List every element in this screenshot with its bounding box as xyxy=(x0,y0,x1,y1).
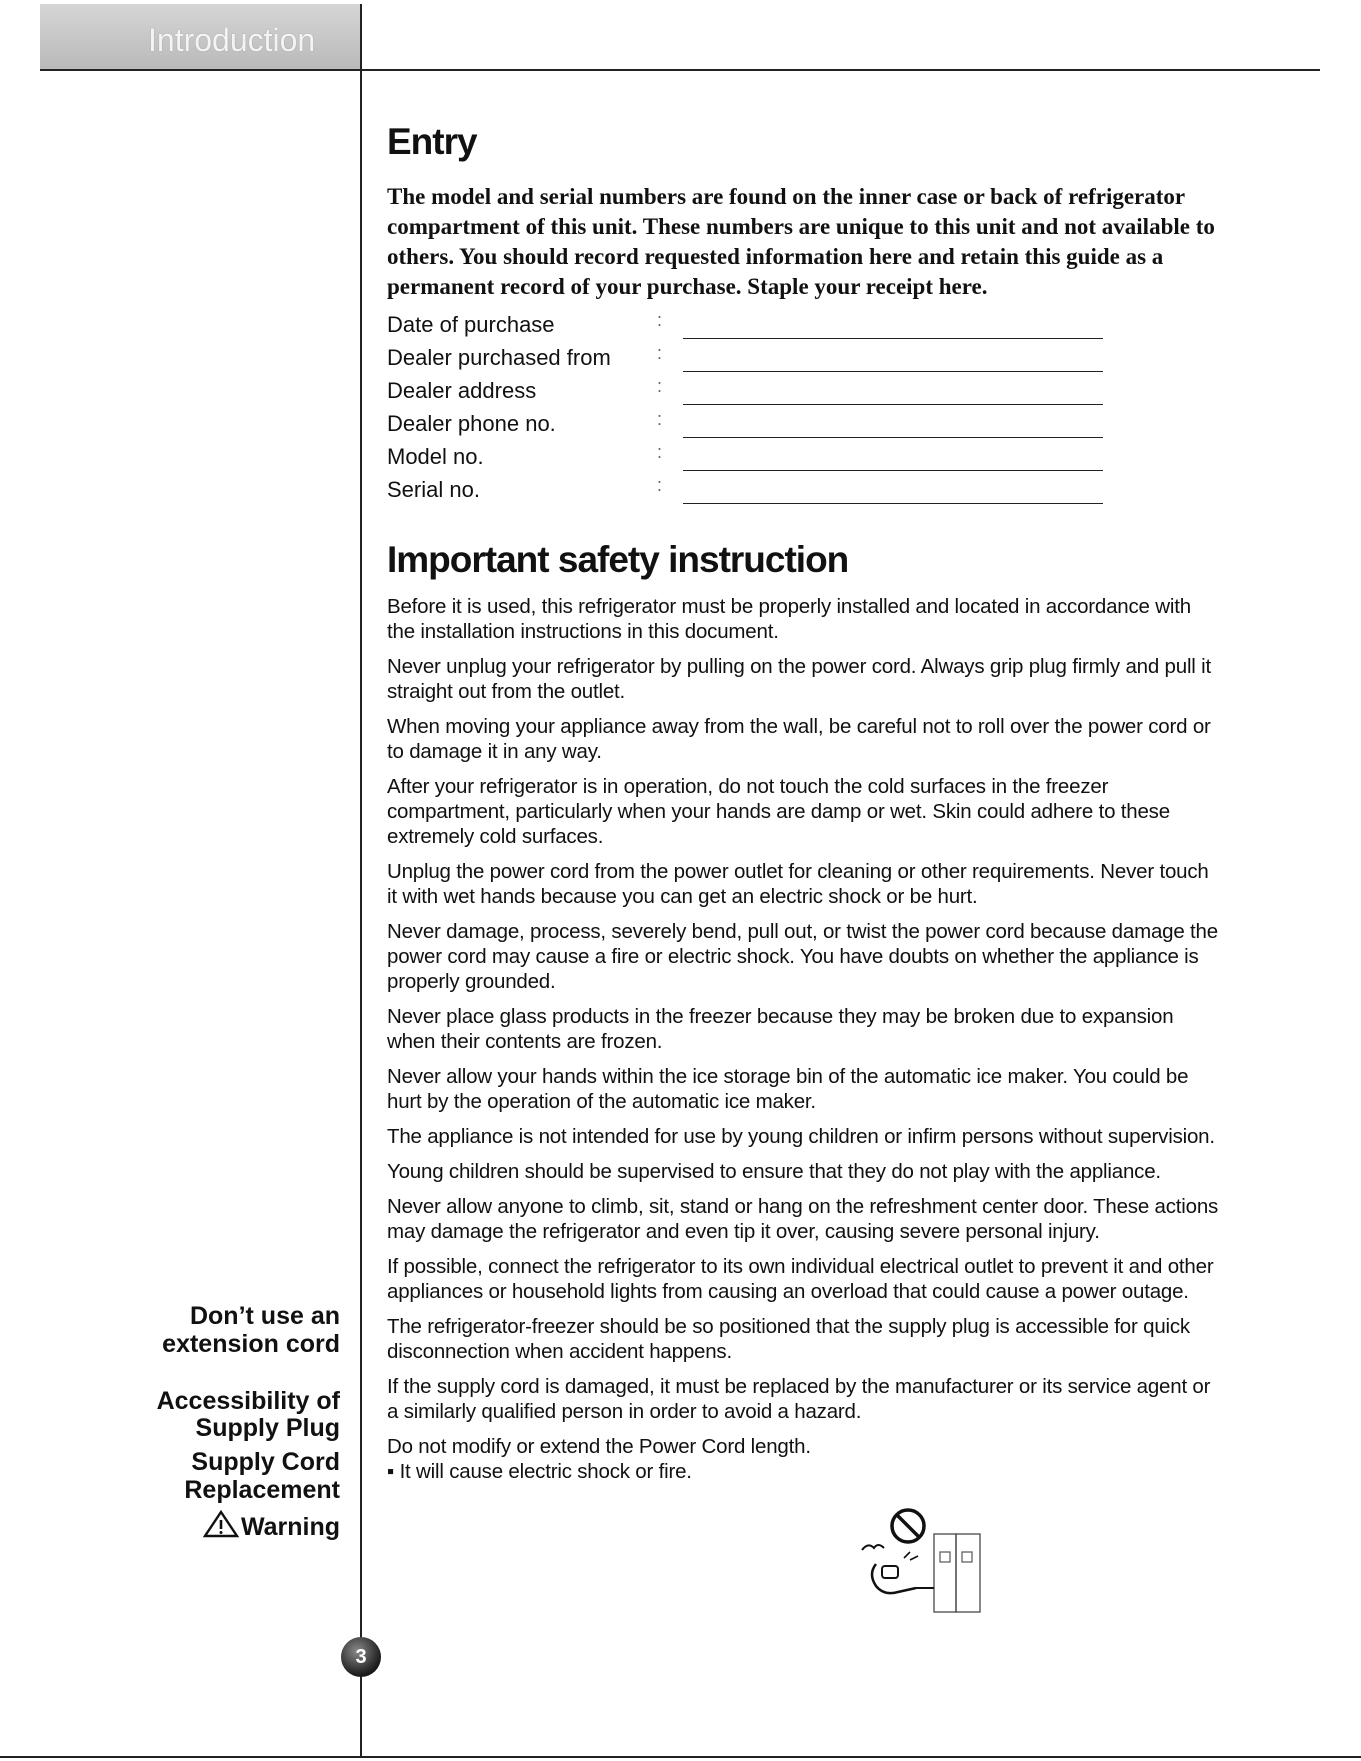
field-blank-line[interactable] xyxy=(683,371,1103,372)
safety-title: Important safety instruction xyxy=(387,539,849,580)
safety-paragraph: The appliance is not intended for use by young children or infirm persons without supervision. xyxy=(387,1125,1215,1148)
field-row-address xyxy=(387,376,1222,409)
entry-intro: The model and serial numbers are found on the inner case or back of refrigerator compartment of this unit. These numbers are unique to this unit and not available to others. You should record requested information here and retain this guide as a permanent record of your purchase. Staple your receipt here. xyxy=(387,184,1215,299)
field-label: Serial no. xyxy=(387,477,480,502)
field-row-date xyxy=(387,310,1222,343)
safety-paragraph: Young children should be supervised to ensure that they do not play with the appliance. xyxy=(387,1160,1161,1183)
safety-paragraph: Unplug the power cord from the power outlet for cleaning or other requirements. Never touch it with wet hands because you can get an electric shock or be hurt. xyxy=(387,860,1209,908)
safety-paragraph: Never damage, process, severely bend, pull out, or twist the power cord because damage the power cord may cause a fire or electric shock. You have doubts on whether the appliance is properly grounded. xyxy=(387,920,1218,993)
safety-paragraph: Never allow your hands within the ice storage bin of the automatic ice maker. You could be hurt by the operation of the automatic ice maker. xyxy=(387,1065,1189,1113)
field-colon: : xyxy=(657,310,663,330)
bottom-rule xyxy=(0,1756,1361,1758)
safety-paragraph: Before it is used, this refrigerator must be properly installed and located in accordance with the installation instructions in this document. xyxy=(387,595,1191,643)
side-label-warning xyxy=(203,1510,340,1541)
warning-paragraph: Do not modify or extend the Power Cord length. xyxy=(387,1435,811,1458)
field-blank-line[interactable] xyxy=(683,503,1103,504)
main-content xyxy=(387,120,1222,1494)
field-row-phone xyxy=(387,409,1222,442)
side-label-cord-2: Replacement xyxy=(184,1476,340,1504)
field-colon: : xyxy=(657,475,663,495)
section-tab xyxy=(40,4,360,70)
field-blank-line[interactable] xyxy=(683,470,1103,471)
field-colon: : xyxy=(657,376,663,396)
page-number: 3 xyxy=(341,1637,381,1677)
vertical-rule xyxy=(360,4,362,1756)
field-row-serial xyxy=(387,475,1222,508)
safety-paragraph: Never allow anyone to climb, sit, stand or hang on the refreshment center door. These actions may damage the refrigerator and even tip it over, causing severe personal injury. xyxy=(387,1195,1219,1243)
field-colon: : xyxy=(657,343,663,363)
field-row-model xyxy=(387,442,1222,475)
side-label-access-1: Accessibility of xyxy=(156,1387,340,1415)
warning-triangle-icon xyxy=(203,1510,239,1538)
safety-paragraph: Never unplug your refrigerator by pulling on the power cord. Always grip plug firmly and pull it straight out from the outlet. xyxy=(387,655,1212,703)
supply-cord-paragraph: If the supply cord is damaged, it must be replaced by the manufacturer or its service agent or a similarly qualified person in order to avoid a hazard. xyxy=(387,1375,1211,1423)
field-row-dealer xyxy=(387,343,1222,376)
supply-plug-paragraph: The refrigerator-freezer should be so positioned that the supply plug is accessible for quick disconnection when accident happens. xyxy=(387,1315,1190,1363)
no-extension-cord-illustration xyxy=(856,1504,984,1616)
field-blank-line[interactable] xyxy=(683,338,1103,339)
top-rule xyxy=(40,69,1320,71)
field-label: Dealer phone no. xyxy=(387,411,556,436)
safety-paragraph: Never place glass products in the freezer because they may be broken due to expansion when their contents are frozen. xyxy=(387,1005,1174,1053)
field-colon: : xyxy=(657,442,663,462)
field-label: Model no. xyxy=(387,444,484,469)
warning-label: Warning xyxy=(240,1513,340,1541)
safety-paragraph: When moving your appliance away from the wall, be careful not to roll over the power cord or to damage it in any way. xyxy=(387,715,1211,763)
record-fields xyxy=(387,310,1222,508)
field-label: Dealer purchased from xyxy=(387,345,611,370)
field-blank-line[interactable] xyxy=(683,404,1103,405)
side-label-extension-1: Don’t use an xyxy=(189,1302,340,1330)
warning-bullet: ▪ It will cause electric shock or fire. xyxy=(387,1460,692,1483)
side-label-cord-1: Supply Cord xyxy=(191,1448,340,1476)
entry-title: Entry xyxy=(387,121,477,162)
section-tab-label: Introduction xyxy=(148,22,316,58)
extension-cord-paragraph: If possible, connect the refrigerator to its own individual electrical outlet to prevent it and other appliances or household lights from causing an overload that could cause a power outage. xyxy=(387,1255,1214,1303)
field-colon: : xyxy=(657,409,663,429)
field-label: Date of purchase xyxy=(387,312,555,337)
field-label: Dealer address xyxy=(387,378,537,403)
field-blank-line[interactable] xyxy=(683,437,1103,438)
side-label-access-2: Supply Plug xyxy=(195,1414,340,1442)
side-label-extension-2: extension cord xyxy=(162,1330,340,1358)
safety-paragraph: After your refrigerator is in operation, do not touch the cold surfaces in the freezer compartment, particularly when your hands are damp or wet. Skin could adhere to these extremely cold surfaces. xyxy=(387,775,1170,848)
